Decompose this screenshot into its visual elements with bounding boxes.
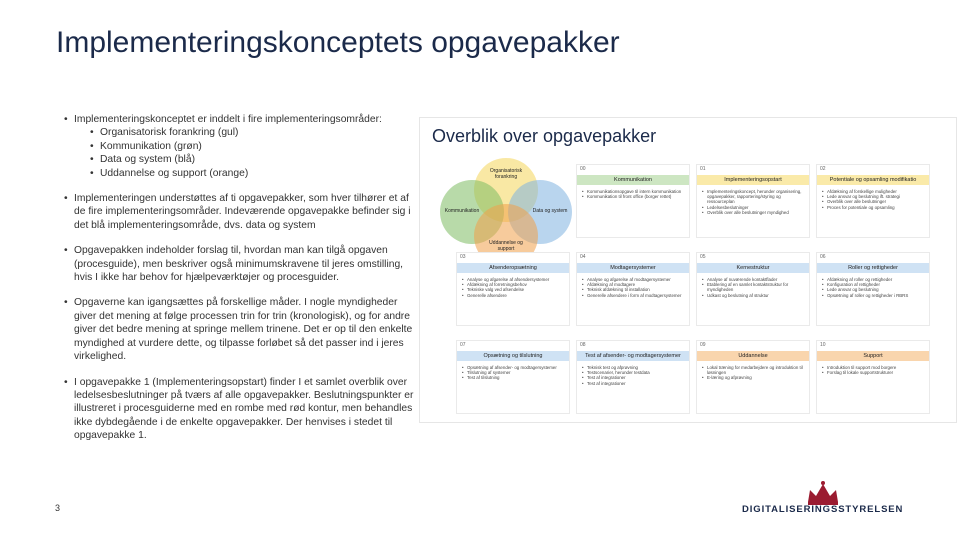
card-item: • Afdækning af forskellige muligheder [822,189,926,194]
bullet-item: • Implementeringen understøttes af ti opgavepakker, som hver tilhører et af de fire implementeringsområder. Indeværende opgavepakke befinder sig i det blå implementeringsområde, dvs. data og system [64,192,416,232]
card-header: Implementeringsopstart [697,175,809,185]
card-header: Afsenderopsætning [457,263,569,273]
card-item: • Analyse og afgørelse af modtagersystemer [582,277,686,282]
card-header: Kommunikation [577,175,689,185]
task-card [696,252,810,326]
card-item: • Kommunikationsopgave til intern kommunikation [582,189,686,194]
card-header: Roller og rettigheder [817,263,929,273]
card-number: 07 [460,342,466,348]
card-item: • Teknisk afdækning til installation [582,287,686,292]
card-item: • Udkast og beslutning af struktur [702,293,806,298]
card-item: • Etablering af en samlet kontaktstruktur for myndigheden [702,282,806,292]
task-card [576,252,690,326]
sub-bullet-item: • Kommunikation (grøn) [64,140,416,153]
task-card [576,340,690,414]
card-item: • Afdækning af roller og rettigheder [822,277,926,282]
venn-label-green: Kommunikation [444,208,480,214]
sub-bullet-item: • Uddannelse og support (orange) [64,167,416,180]
card-header: Uddannelse [697,351,809,361]
card-number: 02 [820,166,826,172]
page-number: 3 [55,503,61,513]
venn-label-orange: Uddannelse og support [489,240,523,252]
task-card [816,164,930,238]
card-item: • Afdækning af modtagere [582,282,686,287]
sub-bullet-item: • Organisatorisk forankring (gul) [64,126,416,139]
card-header: Opsætning og tilslutning [457,351,569,361]
card-number: 06 [820,254,826,260]
venn-label-yellow: Organisatorisk forankring [489,168,523,180]
task-card [696,340,810,414]
card-item: • Overblik over alle beslutninger myndighed [702,210,806,215]
card-item: • Afdækning af forretningsbehov [462,282,566,287]
card-item: • Implementeringskoncept, herunder organisering, opgavepakker, rapportering/styring og ressourceplan [702,189,806,205]
card-header: Support [817,351,929,361]
card-item: • Opsætning af roller og rettigheder i RBRS [822,293,926,298]
card-item: • Lede ansvar og beslutning [822,287,926,292]
card-header: Potentiale og opsamling modifikatio [817,175,929,185]
card-header: Modtagersystemer [577,263,689,273]
card-number: 08 [580,342,586,348]
card-item: • Test af tilslutning [462,375,566,380]
card-item: • Proces for potentiale og opsamling [822,205,926,210]
card-item: • Analyse af nuværende kontaktflader [702,277,806,282]
crown-icon [804,480,842,506]
card-item: • Test af integrationer [582,375,686,380]
slide-title: Implementeringskonceptets opgavepakker [56,26,620,59]
card-item: • Kommunikation til front office (borger rettet) [582,194,686,199]
card-item: • Teknisk test og afprøvning [582,365,686,370]
card-item: • Generelle afsendere [462,293,566,298]
card-item: • Lokal træning for medarbejdere og introduktion til løsningen [702,365,806,375]
overview-title: Overblik over opgavepakker [432,126,657,146]
card-item: • Introduktion til support mod borgere [822,365,926,370]
task-card [456,252,570,326]
card-item: • Konfiguration af rettigheder [822,282,926,287]
card-item: • Tekniske valg ved afsendelse [462,287,566,292]
task-card [696,164,810,238]
logo [742,478,908,518]
logo-text: DIGITALISERINGSSTYRELSEN [742,504,904,515]
card-number: 01 [700,166,706,172]
card-item: • Lede ansvar og beslutning ift. strategi [822,194,926,199]
sub-bullet-item: • Data og system (blå) [64,153,416,166]
card-header: Kernestruktur [697,263,809,273]
overview-image [419,117,957,423]
card-header: Test af afsender- og modtagersystemer [577,351,689,361]
card-number: 10 [820,342,826,348]
card-item: • Generelle afsendere i form af modtagersystemer [582,293,686,298]
card-item: • Overblik over alle beslutninger [822,199,926,204]
bullet-item: • Opgavepakken indeholder forslag til, hvordan man kan tilgå opgaven (procesguide), men beskriver også minimumskravene til jeres omstilling, hvis I ikke har behov for hjælpeværktøjer og procesguider. [64,244,416,284]
card-number: 09 [700,342,706,348]
card-number: 04 [580,254,586,260]
task-card [456,340,570,414]
card-item: • Tilslutning af systemer [462,370,566,375]
bullet-item: • Implementeringskonceptet er inddelt i fire implementeringsområder: [64,113,416,126]
task-card [816,252,930,326]
card-number: 05 [700,254,706,260]
card-item: • Testscenarier, herunder testdata [582,370,686,375]
card-number: 00 [580,166,586,172]
card-item: • Opsætning af afsender- og modtagersystemer [462,365,566,370]
card-item: • Ledelsesbeslutninger [702,205,806,210]
card-number: 03 [460,254,466,260]
card-item: • E-læring og afprøvning [702,375,806,380]
venn-label-blue: Data og system [532,208,568,214]
task-card [576,164,690,238]
bullet-item: • I opgavepakke 1 (Implementeringsopstart) finder I et samlet overblik over ledelsesbeslutninger på tværs af alle opgavepakker. Beslutningspunkter er illustreret i procesguiderne med en rombe med rød kontur, men behandles ikke dybdegående i de enkelte opgavepakker. Der henvises i stedet til opgavepakke 1. [64,376,416,443]
card-item: • Analyse og afgørelse af afsendersystemer [462,277,566,282]
task-card [816,340,930,414]
bullet-item: • Opgaverne kan igangsættes på forskellige måder. I nogle myndigheder giver det mening at følge processen trin for trin (kronologisk), og for andre giver det bedre mening at springe mellem trinene. Det er op til den enkelte myndighed at vurdere dette, og tilpasse forløbet så det passer ind i jeres virkelighed. [64,296,416,363]
card-item: • Forslag til lokale supportstrukturer [822,370,926,375]
bullet-list [64,113,416,455]
card-item: • Test af integrationer [582,381,686,386]
